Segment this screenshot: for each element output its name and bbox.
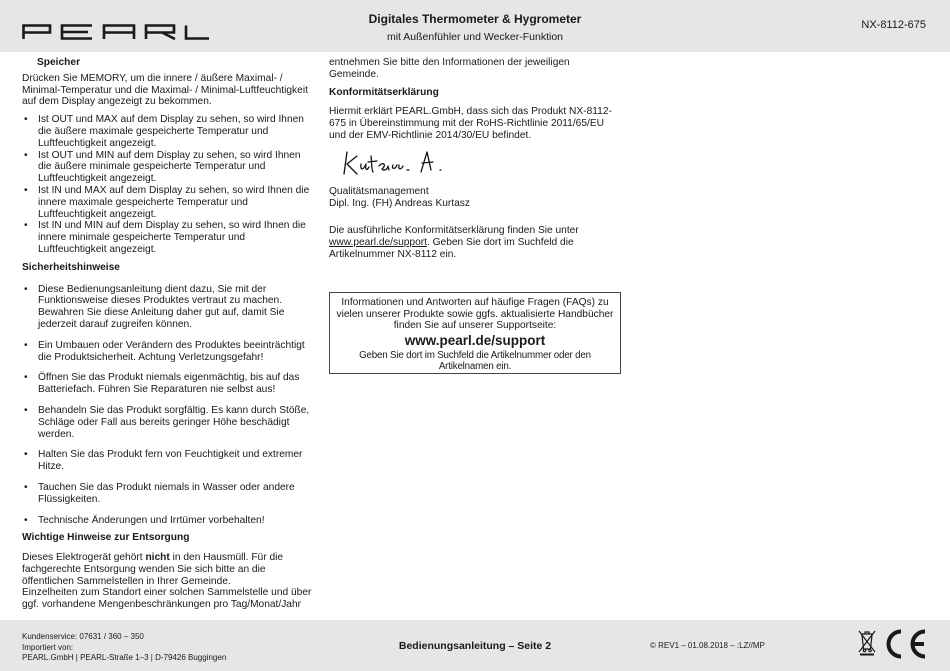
list-item: • Ist OUT und MIN auf dem Display zu sehen, so wird Ihnen die äußere minimale gespeicherte Temperatur und Luftfeuchtigkeit angezeigt.	[22, 150, 315, 185]
list-item: • Ist IN und MIN auf dem Display zu sehen, so wird Ihnen die innere minimale gespeicherte Temperatur und Luftfeuchtigkeit angezeigt.	[22, 220, 315, 255]
speicher-list	[22, 114, 315, 256]
document-title: Digitales Thermometer & Hygrometer	[368, 12, 582, 26]
signer-role: Qualitätsmanagement	[329, 185, 429, 197]
support-url[interactable]: www.pearl.de/support	[404, 332, 546, 348]
entsorgung-heading: Wichtige Hinweise zur Entsorgung	[22, 532, 190, 544]
document-subtitle: mit Außenfühler und Wecker-Funktion	[386, 31, 564, 43]
konformitaet-details	[329, 225, 621, 260]
middle-column	[329, 57, 621, 261]
list-item: • Tauchen Sie das Produkt niemals in Wasser oder andere Flüssigkeiten.	[22, 482, 315, 506]
list-item: • Ist IN und MAX auf dem Display zu sehen, so wird Ihnen die innere maximale gespeicherte Temperatur und Luftfeuchtigkeit angezeigt.	[22, 185, 315, 220]
sicherheit-list	[22, 284, 315, 527]
importer-label: Importiert von:	[22, 642, 74, 652]
list-item: • Ist OUT und MAX auf dem Display zu sehen, so wird Ihnen die äußere maximale gespeicherte Temperatur und Luftfeuchtigkeit angezeigt.	[22, 114, 315, 149]
left-column	[22, 57, 315, 611]
details-text-end: . Geben Sie dort im Suchfeld die Artikelnummer NX-8112 ein.	[329, 237, 574, 260]
page-number: Bedienungsanleitung – Seite 2	[398, 640, 552, 652]
list-item: • Öffnen Sie das Produkt niemals eigenmächtig, bis auf das Batteriefach. Führen Sie Reparaturen nie selbst aus!	[22, 372, 315, 396]
konformitaet-heading: Konformitätserklärung	[329, 86, 439, 98]
details-text-start: Die ausführliche Konformitätserklärung finden Sie unter	[329, 225, 579, 237]
list-item: • Ein Umbauen oder Verändern des Produktes beeinträchtigt die Produktsicherheit. Achtung Verletzungsgefahr!	[22, 340, 315, 364]
entsorgung-text-end: in den Hausmüll. Für die fachgerechte Entsorgung wenden Sie sich bitte an die öffentlichen Sammelstellen in Ihrer Gemeinde.	[22, 552, 284, 587]
konformitaet-text: Hiermit erklärt PEARL.GmbH, dass sich das Produkt NX-8112-675 in Übereinstimmung mit der RoHS-Richtlinie 2011/65/EU und der EMV-Richtlinie 2014/30/EU befindet.	[329, 106, 612, 141]
entsorgung-text	[22, 552, 315, 587]
support-hint: Geben Sie dort im Suchfeld die Artikelnummer oder den Artikelnamen ein.	[359, 349, 591, 372]
weee-bin-icon	[857, 628, 877, 656]
customer-service: Kundenservice: 07631 / 360 – 350	[22, 632, 144, 641]
support-link[interactable]: www.pearl.de/support	[329, 237, 427, 249]
entsorgung-emphasis: nicht	[145, 552, 170, 564]
list-item: • Halten Sie das Produkt fern von Feuchtigkeit und extremer Hitze.	[22, 449, 315, 473]
support-info-box	[329, 292, 621, 374]
list-item: • Diese Bedienungsanleitung dient dazu, Sie mit der Funktionsweise dieses Produktes vertraut zu machen. Bewahren Sie diese Anleitung daher gut auf, damit Sie jederzeit darauf zugreifen können.	[22, 284, 315, 331]
pearl-logo	[22, 24, 210, 40]
sicherheit-heading: Sicherheitshinweise	[22, 261, 120, 273]
speicher-heading: Speicher	[37, 57, 81, 68]
page-footer	[0, 620, 950, 671]
importer-address: PEARL.GmbH | PEARL-Straße 1–3 | D-79426 Buggingen	[22, 653, 227, 662]
entsorgung-text-2: Einzelheiten zum Standort einer solchen Sammelstelle und über ggf. vorhandene Mengenbeschränkungen pro Tag/Monat/Jahr	[22, 587, 312, 611]
model-number: NX-8112-675	[861, 19, 926, 31]
support-info-text: Informationen und Antworten auf häufige Fragen (FAQs) zu vielen unserer Produkte sowie ggfs. aktualisierte Handbücher finden Sie auf unserer Supportseite:	[336, 297, 614, 331]
speicher-text: Drücken Sie MEMORY, um die innere / äußere Maximal- / Minimal-Temperatur und die Maximal- / Minimal-Luftfeuchtigkeit auf dem Display angezeigt zu bekommen.	[22, 72, 308, 108]
ce-mark-icon	[880, 628, 928, 660]
list-item: • Behandeln Sie das Produkt sorgfältig. Es kann durch Stöße, Schläge oder Fall aus bereits geringer Höhe beschädigt werden.	[22, 405, 315, 440]
entsorgung-text-start: Dieses Elektrogerät gehört	[22, 552, 146, 564]
signature-image	[341, 148, 461, 178]
signer-name: Dipl. Ing. (FH) Andreas Kurtasz	[329, 197, 470, 209]
list-item: • Technische Änderungen und Irrtümer vorbehalten!	[22, 515, 315, 527]
continuation-text: entnehmen Sie bitte den Informationen der jeweiligen Gemeinde.	[329, 57, 570, 80]
page-header	[0, 0, 950, 52]
footer-contact	[22, 632, 226, 664]
revision-info: © REV1 – 01.08.2018 – :LZ//MP	[650, 641, 765, 650]
